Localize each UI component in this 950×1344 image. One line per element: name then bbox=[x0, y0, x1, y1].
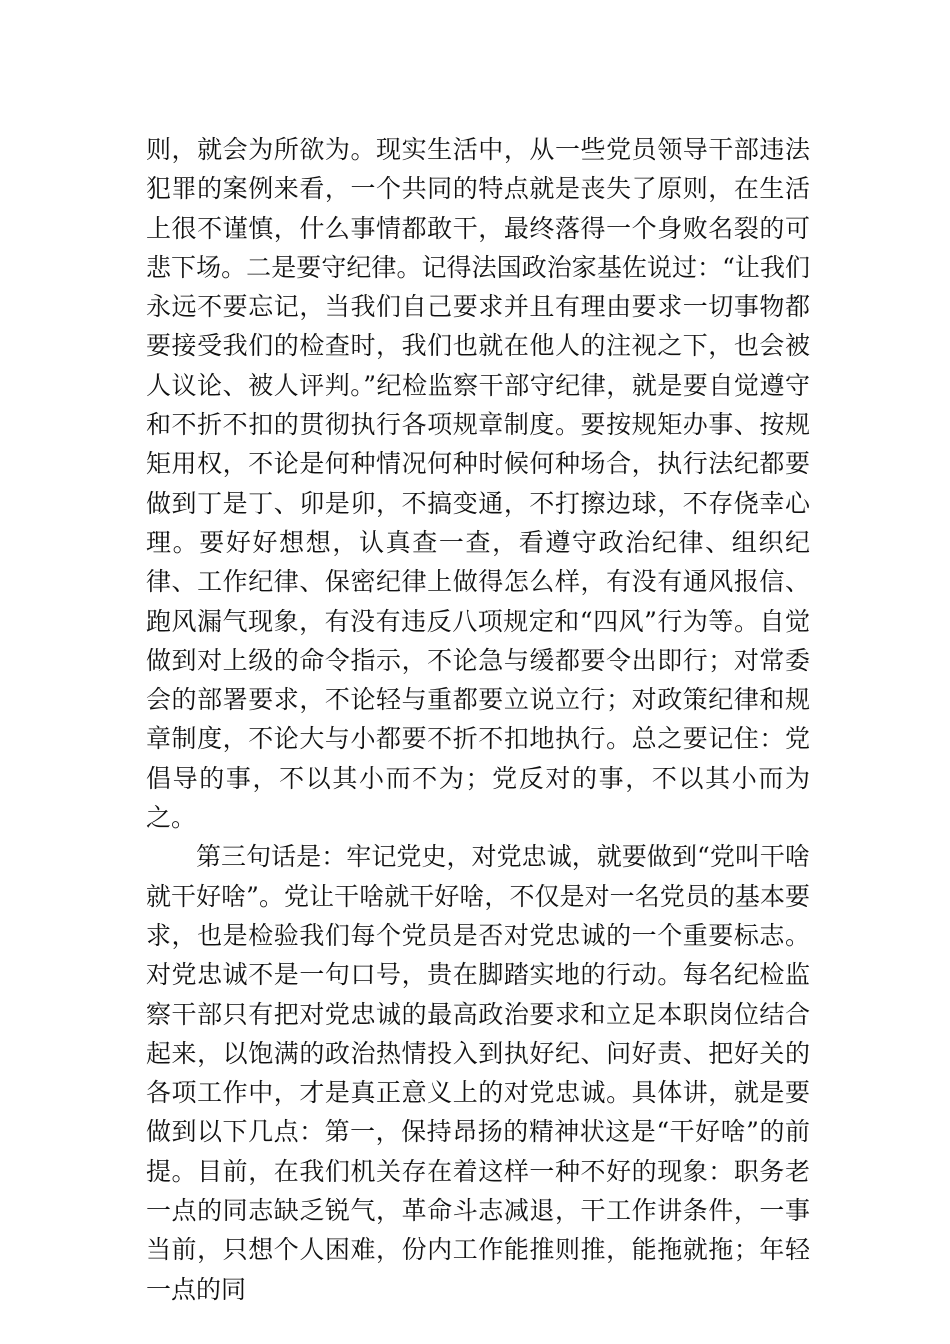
paragraph-2: 第三句话是：牢记党史，对党忠诚，就要做到“党叫干啥就干好啥”。党让干啥就干好啥，不仅是对一名党员的基本要求，也是检验我们每个党员是否对党忠诚的一个重要标志。对党忠诚不是一句口号，贵在脚踏实地的行动。每名纪检监察干部只有把对党忠诚的最高政治要求和立足本职岗位结合起来，以饱满的政治热情投入到执好纪、问好责、把好关的各项工作中，才是真正意义上的对党忠诚。具体讲，就是要做到以下几点：第一，保持昂扬的精神状这是“干好啥”的前提。目前，在我们机关存在着这样一种不好的现象：职务老一点的同志缺乏锐气，革命斗志减退，干工作讲条件，一事当前，只想个人困难，份内工作能推则推，能拖就拖；年轻一点的同 bbox=[146, 842, 810, 1304]
paragraph-1: 则，就会为所欲为。现实生活中，从一些党员领导干部违法犯罪的案例来看，一个共同的特点就是丧失了原则，在生活上很不谨慎，什么事情都敢干，最终落得一个身败名裂的可悲下场。二是要守纪律。记得法国政治家基佐说过：“让我们永远不要忘记，当我们自己要求并且有理由要求一切事物都要接受我们的检查时，我们也就在他人的注视之下，也会被人议论、被人评判。”纪检监察干部守纪律，就是要自觉遵守和不折不扣的贯彻执行各项规章制度。要按规矩办事、按规矩用权，不论是何种情况何种时候何种场合，执行法纪都要做到丁是丁、卯是卯，不搞变通，不打擦边球，不存侥幸心理。要好好想想，认真查一查，看遵守政治纪律、组织纪律、工作纪律、保密纪律上做得怎么样，有没有通风报信、跑风漏气现象，有没有违反八项规定和“四风”行为等。自觉做到对上级的命令指示，不论急与缓都要令出即行；对常委会的部署要求，不论轻与重都要立说立行；对政策纪律和规章制度，不论大与小都要不折不扣地执行。总之要记住：党倡导的事，不以其小而不为；党反对的事，不以其小而为之。 bbox=[146, 135, 810, 833]
body-text bbox=[146, 130, 810, 1309]
